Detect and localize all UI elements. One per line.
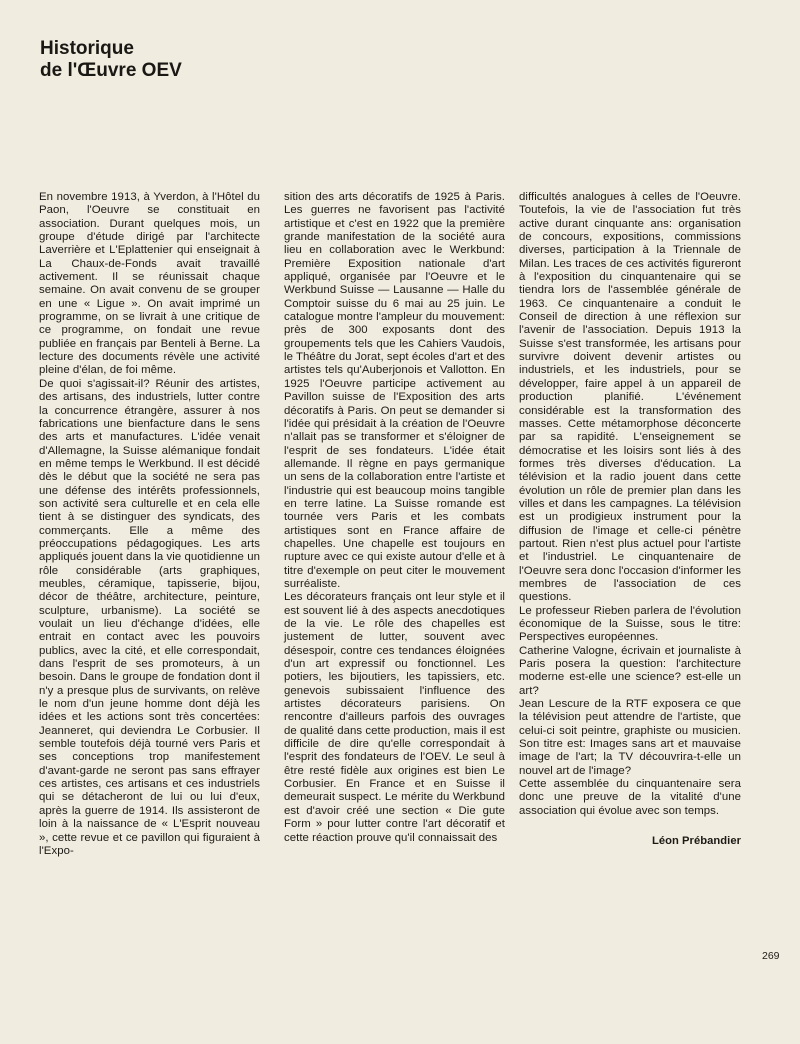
page-number: 269 <box>762 950 780 962</box>
author-signature: Léon Prébandier <box>651 835 741 848</box>
paragraph: En novembre 1913, à Yverdon, à l'Hôtel du Paon, l'Oeuvre se constituait en association. Durant quelques mois, un groupe d'étude dirigé par l'architecte Laverrière et L'Eplattenier qui enseignait à La Chaux-de-Fonds avait travaillé activement. Il se réunissait chaque semaine. On avait convenu de se grouper en une « Ligue ». On avait imprimé un programme, on se livrait à une critique de ce programme, on fondait une revue publiée en français par Benteli à Berne. La lecture des documents révèle une activité pleine d'élan, de foi même. <box>39 191 260 377</box>
paragraph: De quoi s'agissait-il? Réunir des artistes, des artisans, des industriels, lutter contre la concurrence étrangère, assurer à nos fabrications une bienfacture dans le sens des arts et manufactures. L'idée venait d'Allemagne, la Suisse alémanique fondait en même temps le Werkbund. Il est décidé dès le début que la société ne sera pas une défense des intérêts professionnels, son activité sera culturelle et en cela elle tient à se distinguer des syndicats, des commerçants. Elle a même des préoccupations pédagogiques. Les arts appliqués jouent dans la vie quotidienne un rôle considérable (arts graphiques, meubles, céramique, tapisserie, bijou, décor de théâtre, architecture, peinture, sculpture, urbanisme). La société se voulait un lieu d'échange d'idées, elle entrait en contact avec les pouvoirs publics, avec la cité, et elle correspondait, dans l'esprit de ses promoteurs, à un besoin. Dans le groupe de fondation dont il n'y a presque plus de survivants, on relève le nom d'un jeune homme dont déjà les idées et les actions sont très concertées: Jeanneret, qui deviendra Le Corbusier. Il semble toutefois déjà tourné vers Paris et ses conceptions trop manifestement d'avant-garde ne seront pas sans effrayer ces artistes, ces artisans et ces industriels qui se détacheront de lui ou lui d'eux, après la guerre de 1914. Ils assisteront de loin à la naissance de « L'Esprit nouveau », cette revue et ce pavillon qui figuraient à l'Expo- <box>39 377 260 857</box>
paragraph: Jean Lescure de la RTF exposera ce que la télévision peut attendre de l'artiste, que celui-ci soit peintre, graphiste ou musicien. Son titre est: Images sans art et mauvaise image de l'art; la TV découvrira-t-elle un nouvel art de l'image? <box>519 698 741 777</box>
paragraph: sition des arts décoratifs de 1925 à Paris. Les guerres ne favorisent pas l'activité artistique et c'est en 1922 que la première grande manifestation de la société aura lieu en collaboration avec le Werkbund: Première Exposition nationale d'art appliqué, organisée par l'Oeuvre et le Werkbund Suisse — Lausanne — Halle du Comptoir suisse du 6 mai au 25 juin. Le catalogue montre l'ampleur du mouvement: près de 300 exposants dont des groupements tels que les Cahiers Vaudois, le Théâtre du Jorat, sept écoles d'art et des artistes tels qu'Auberjonois et Vallotton. En 1925 l'Oeuvre participe activement au Pavillon suisse de l'Exposition des arts décoratifs à Paris. On peut se demander si l'idée qui présidait à la création de l'Oeuvre n'allait pas se transformer et s'éloigner de l'esprit de ses fondateurs. L'idée était allemande. Il règne en pays germanique un sens de la collaboration entre l'artiste et l'industrie qui est beaucoup moins tangible en terre latine. La Suisse romande est tournée vers Paris et les combats artistiques sont en France affaire de chapelles. Une chapelle est toujours en rupture avec ce qui existe autour d'elle et à titre d'exemple on peut citer le mouvement surréaliste. <box>284 191 505 590</box>
paragraph: Le professeur Rieben parlera de l'évolution économique de la Suisse, sous le titre: Perspectives européennes. <box>519 604 741 644</box>
article-title <box>40 38 182 82</box>
paragraph: Cette assemblée du cinquantenaire sera donc une preuve de la vitalité d'une association qui évolue avec son temps. <box>519 778 741 817</box>
text-column-3 <box>519 191 741 849</box>
title-line-1: Historique <box>40 38 134 59</box>
text-column-1 <box>39 191 260 858</box>
title-line-2: de l'Œuvre OEV <box>40 60 182 81</box>
paragraph: Catherine Valogne, écrivain et journaliste à Paris posera la question: l'architecture moderne est-elle une science? est-elle un art? <box>519 644 741 697</box>
text-column-2 <box>284 191 505 845</box>
paragraph: difficultés analogues à celles de l'Oeuvre. Toutefois, la vie de l'association fut très active durant cinquante ans: organisation de concours, expositions, commissions diverses, participation à la Triennale de Milan. Les traces de ces activités figureront à l'exposition du cinquantenaire qui se tiendra lors de l'assemblée générale de 1963. Ce cinquantenaire a conduit le Conseil de direction à une réflexion sur l'avenir de l'association. Depuis 1913 la Suisse s'est transformée, les artisans pour survivre doivent devenir artistes ou industriels, et les industriels, pour se développer, faire appel à un appareil de production planifié. L'événement considérable est la transformation des masses. Cette métamorphose déconcerte par sa rapidité. L'enseignement se démocratise et les loisirs sont liés à des formes très diverses d'éducation. La télévision et la radio jouent dans cette évolution un rôle de premier plan dans les villes et dans les campagnes. La télévision est un prodigieux instrument pour la diffusion de l'image et celle-ci pénètre partout. Rien n'est plus actuel pour l'artiste et l'industriel. Le cinquantenaire de l'Oeuvre sera donc l'occasion d'informer les membres de l'association de ces questions. <box>519 191 741 604</box>
paragraph: Les décorateurs français ont leur style et il est souvent lié à des aspects anecdotiques de la vie. Le rôle des chapelles est justement de lutter, souvent avec désespoir, contre ces tendances éloignées d'un art expressif ou fonctionnel. Les potiers, les bijoutiers, les tapissiers, etc. genevois subissaient l'influence des artistes décorateurs parisiens. On rencontre d'ailleurs parfois des ouvrages de qualité dans cette production, mais il est difficile de dire qu'elle correspondait à l'esprit des fondateurs de l'OEV. Le seul à être resté fidèle aux origines est bien Le Corbusier. En France et en Suisse il demeurait suspect. Le mérite du Werkbund est d'avoir créé une section « Die gute Form » pour lutter contre l'art décoratif et cette réaction prouve qu'il connaissait des <box>284 591 505 844</box>
